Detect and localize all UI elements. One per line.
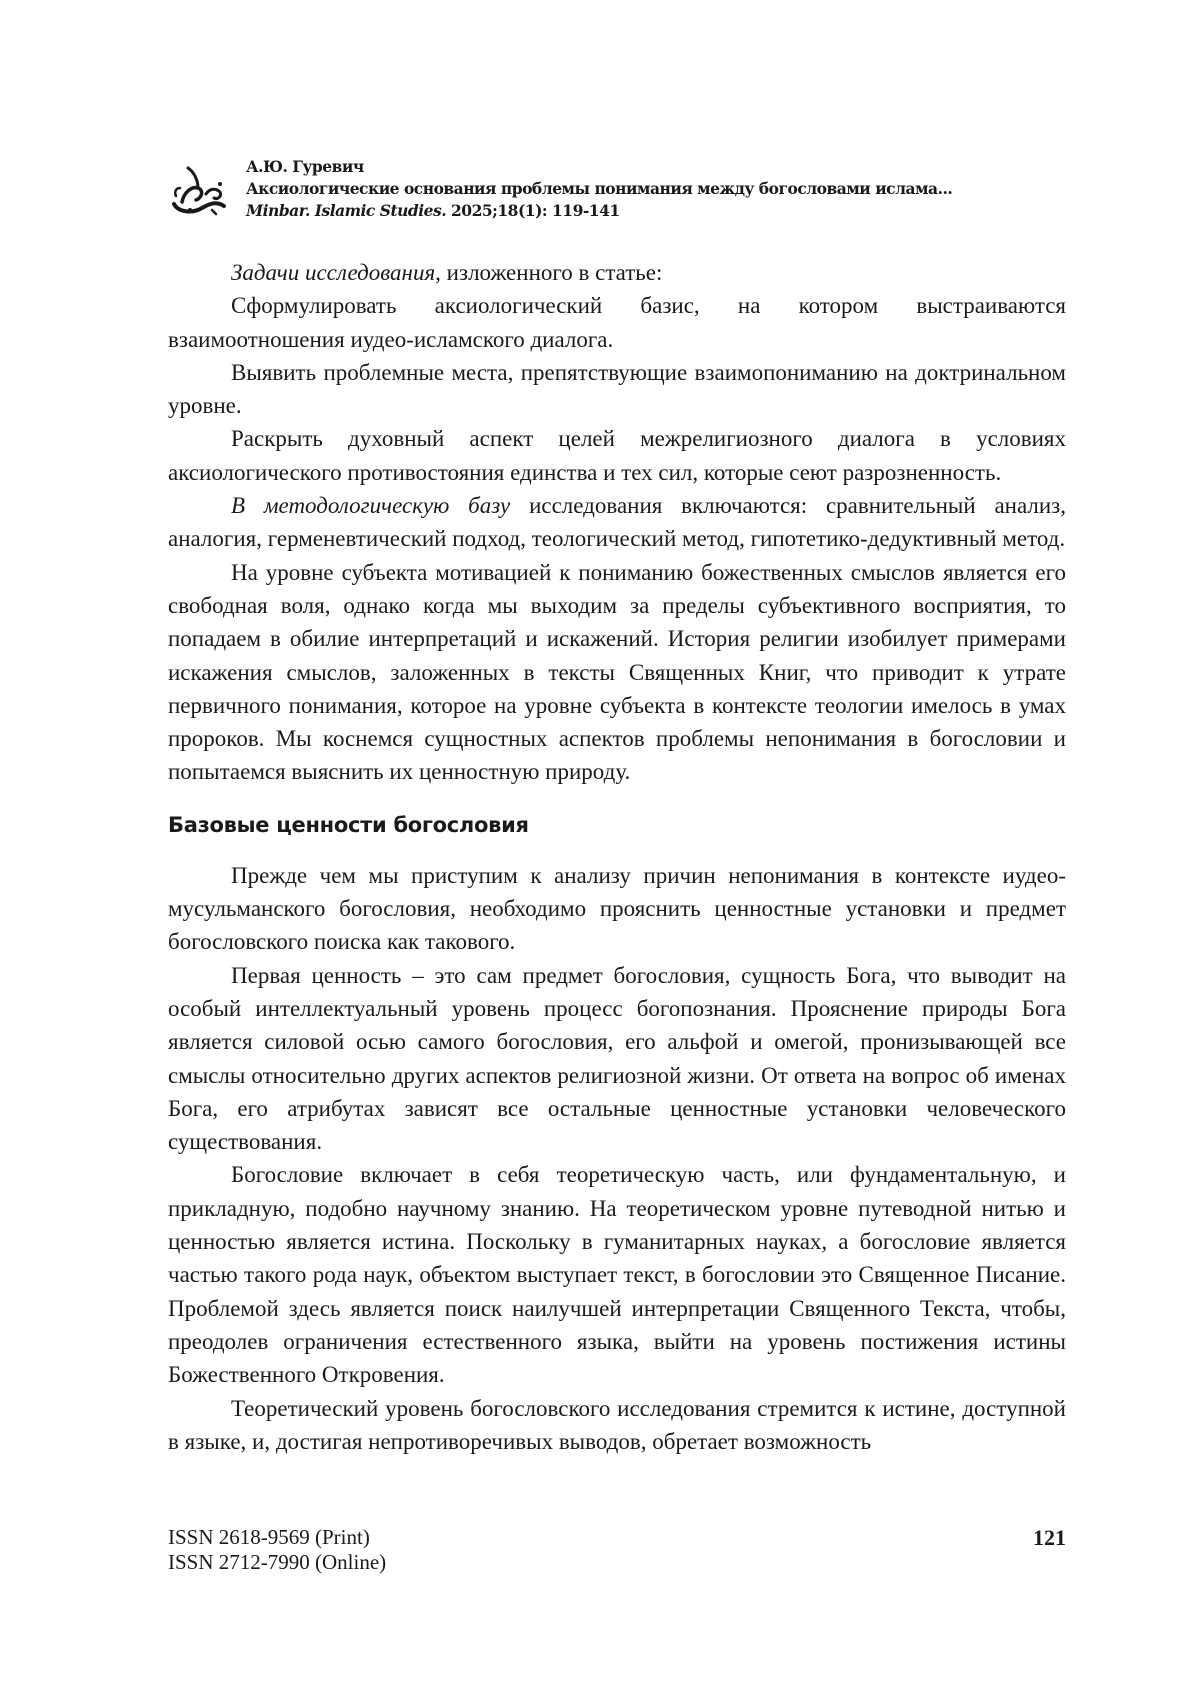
paragraph-text: Раскрыть духовный аспект целей межрелигиозного диалога в условиях аксиологического противостояния единства и тех сил, которые сеют разрозненность. [168, 426, 1066, 484]
paragraph [168, 356, 1066, 423]
header-article-title: Аксиологические основания проблемы понимания между богословами ислама... [246, 178, 1076, 200]
paragraph-text: Выявить проблемные места, препятствующие взаимопониманию на доктринальном уровне. [168, 360, 1066, 418]
paragraph-text: На уровне субъекта мотивацией к пониманию божественных смыслов является его свободная воля, однако когда мы выходим за пределы субъективного восприятия, то попадаем в обилие интерпретаций и искажений. История религии изобилует примерами искажения смыслов, заложенных в тексты Священных Книг, что приводит к утрате первичного понимания, которое на уровне субъекта в контексте теологии имелось в умах пророков. Мы коснемся сущностных аспектов проблемы непонимания в богословии и попытаемся выяснить их ценностную природу. [168, 560, 1066, 785]
paragraph-text: Сформулировать аксиологический базис, на котором выстраиваются взаимоотношения иудео-исламского диалога. [168, 293, 1066, 351]
paragraph-text: Первая ценность – это сам предмет богословия, сущность Бога, что выводит на особый интеллектуальный уровень процесс богопознания. Прояснение природы Бога является силовой осью самого богословия, его альфой и омегой, пронизывающей все смыслы относительно других аспектов религиозной жизни. От ответа на вопрос об именах Бога, его атрибутах зависят все остальные ценностные установки человеческого существования. [168, 963, 1066, 1154]
paragraph-text: Богословие включает в себя теоретическую часть, или фундаментальную, и прикладную, подобно научному знанию. На теоретическом уровне путеводной нитью и ценностью является истина. Поскольку в гуманитарных науках, а богословие является частью такого рода наук, объектом выступает текст, в богословии это Священное Писание. Проблемой здесь является поиск наилучшей интерпретации Священного Текста, чтобы, преодолев ограничения естественного языка, выйти на уровень постижения истины Божественного Откровения. [168, 1162, 1066, 1387]
header-journal: Minbar. Islamic Studies. [246, 201, 446, 220]
paragraphs-top [168, 256, 1066, 789]
paragraph-text: Теоретический уровень богословского исследования стремится к истине, доступной в языке, и, достигая непротиворечивых выводов, обретает возможность [168, 1396, 1066, 1454]
paragraph-text: Прежде чем мы приступим к анализу причин непонимания в контексте иудео-мусульманского богословия, необходимо прояснить ценностные установки и предмет богословского поиска как такового. [168, 863, 1066, 955]
paragraph [168, 422, 1066, 489]
issn-online: ISSN 2712-7990 (Online) [168, 1550, 386, 1575]
paragraph-italic-lead: В методологическую базу [231, 493, 510, 518]
minbar-calligraphy-logo-icon [168, 164, 228, 220]
header-citation: 2025;18(1): 119-141 [451, 201, 620, 220]
paragraph [168, 1392, 1066, 1459]
issn-print: ISSN 2618-9569 (Print) [168, 1525, 386, 1550]
paragraph [168, 959, 1066, 1159]
paragraph-italic-lead: Задачи исследования [231, 260, 435, 285]
paragraphs-bottom [168, 859, 1066, 1458]
header-author: А.Ю. Гуревич [246, 156, 1076, 178]
paragraph [168, 489, 1066, 556]
issn-block [168, 1525, 386, 1575]
article-body [168, 256, 1066, 1458]
page-number: 121 [1033, 1525, 1066, 1550]
paragraph [168, 859, 1066, 959]
paragraph [168, 256, 1066, 289]
header-text [246, 156, 1076, 222]
paragraph-text: исследования включаются: сравнительный анализ, аналогия, герменевтический подход, теологический метод, гипотетико-дедуктивный метод. [168, 493, 1066, 551]
paragraph-text: , изложенного в статье: [435, 260, 662, 285]
journal-page [0, 0, 1200, 1701]
header-citation-line [246, 200, 1076, 222]
paragraph [168, 556, 1066, 789]
paragraph [168, 1158, 1066, 1391]
section-heading: Базовые ценности богословия [168, 811, 1066, 839]
paragraph [168, 289, 1066, 356]
